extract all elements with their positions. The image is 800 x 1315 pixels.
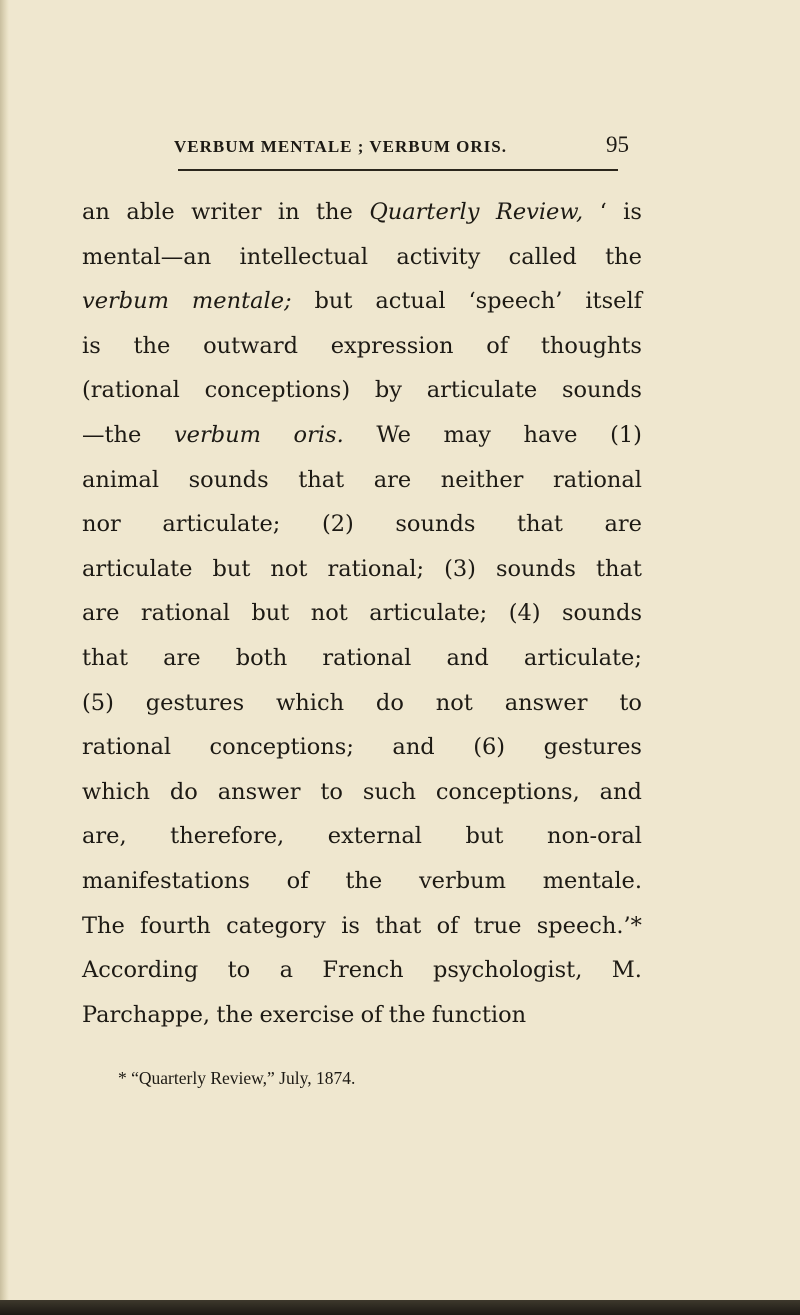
word: that [516, 511, 563, 538]
word: which [82, 778, 151, 805]
word: external [327, 823, 422, 850]
word: animal [82, 466, 160, 493]
word: oris. [293, 421, 344, 448]
word: called [508, 243, 577, 270]
word: to [227, 957, 251, 984]
word: rational; [327, 555, 425, 582]
word: (3) [444, 555, 476, 582]
word: fourth [140, 912, 211, 939]
word: nor [82, 511, 121, 538]
word: not [270, 555, 308, 582]
word: manifestations [82, 867, 250, 894]
word: and [392, 734, 435, 761]
word: are [373, 466, 412, 493]
word: are, [82, 823, 127, 850]
body-text [82, 190, 642, 1037]
word: the [345, 867, 383, 894]
word: both [235, 644, 288, 671]
word: articulate; [162, 511, 281, 538]
word: expression [330, 332, 454, 359]
word: an [82, 199, 110, 225]
word: conceptions, [435, 778, 580, 805]
word: intellectual [239, 243, 369, 270]
page-spine-shadow [0, 0, 9, 1315]
text-line [82, 859, 642, 904]
word: but [314, 288, 353, 315]
text-line [82, 636, 642, 681]
word: a [279, 957, 293, 984]
word: French [322, 957, 404, 984]
text-line [82, 368, 642, 413]
word: conceptions; [209, 734, 354, 761]
text-line [82, 279, 642, 324]
word: articulate [82, 555, 193, 582]
word: therefore, [170, 823, 285, 850]
word: in [277, 199, 300, 225]
word: sounds [561, 377, 642, 404]
text-line [82, 948, 642, 993]
word: do [169, 778, 198, 805]
word: of [486, 332, 509, 359]
word: (rational [82, 377, 180, 404]
word: that [298, 466, 345, 493]
word: that [375, 912, 422, 939]
text-line [82, 770, 642, 815]
word: thoughts [540, 332, 642, 359]
word: the [216, 1001, 254, 1028]
word: but [212, 555, 251, 582]
word: conceptions) [204, 377, 351, 404]
text-line [82, 814, 642, 859]
word: but [465, 823, 504, 850]
word: by [374, 377, 402, 404]
word: neither [440, 466, 524, 493]
word: the [388, 1001, 426, 1028]
text-line [82, 324, 642, 369]
word: articulate; [523, 644, 642, 671]
word: articulate [426, 377, 538, 404]
word: answer [217, 778, 301, 805]
word: psychologist, [432, 957, 583, 984]
word: do [375, 689, 404, 716]
word: (2) [321, 511, 354, 538]
text-line [82, 904, 642, 949]
word: sounds [395, 511, 476, 538]
word: ‘ [599, 199, 607, 225]
word: function [431, 1001, 527, 1028]
word: rational [140, 600, 230, 627]
word: actual [375, 288, 446, 315]
word: and [446, 644, 489, 671]
word: activity [396, 243, 481, 270]
word: Review, [495, 199, 584, 225]
word: are [604, 511, 642, 538]
word: non-oral [546, 823, 642, 850]
word: rational [552, 466, 642, 493]
word: —the [82, 421, 142, 448]
word: are [82, 600, 120, 627]
word: of [360, 1001, 383, 1028]
word: (4) [508, 600, 541, 627]
text-line [82, 681, 642, 726]
word: Quarterly [369, 199, 480, 225]
word: the [133, 332, 171, 359]
word: true [473, 912, 522, 939]
word: We [376, 421, 411, 448]
word: The [82, 912, 125, 939]
word: writer [191, 199, 262, 225]
word: of [436, 912, 459, 939]
header-rule [178, 169, 618, 171]
text-line [82, 190, 642, 235]
word: of [286, 867, 309, 894]
word: not [310, 600, 348, 627]
text-line [82, 725, 642, 770]
word: category [226, 912, 326, 939]
word: verbum [418, 867, 506, 894]
text-line [82, 458, 642, 503]
word: M. [611, 957, 642, 984]
text-line [82, 547, 642, 592]
word: the [316, 199, 353, 225]
word: is [623, 199, 642, 225]
word: gestures [145, 689, 245, 716]
word: articulate; [369, 600, 488, 627]
text-line [82, 235, 642, 280]
running-head: VERBUM MENTALE ; VERBUM ORIS. [174, 137, 507, 156]
word: sounds [188, 466, 269, 493]
word: the [605, 243, 642, 270]
text-line [82, 591, 642, 636]
page-bottom-edge [0, 1300, 800, 1315]
word: mentale; [191, 288, 292, 315]
word: exercise [259, 1001, 355, 1028]
word: but [251, 600, 290, 627]
page-header [174, 132, 629, 158]
word: (5) [82, 689, 114, 716]
word: gestures [543, 734, 642, 761]
word: to [619, 689, 642, 716]
word: rational [82, 734, 172, 761]
text-line [82, 502, 642, 547]
page-number: 95 [606, 132, 629, 157]
word: (1) [610, 421, 642, 448]
word: sounds [495, 555, 576, 582]
word: are [163, 644, 201, 671]
word: able [126, 199, 175, 225]
word: is [341, 912, 360, 939]
word: which [276, 689, 345, 716]
word: verbum [82, 288, 170, 315]
word: outward [203, 332, 298, 359]
word: may [443, 421, 491, 448]
word: that [82, 644, 128, 671]
footnote: * “Quarterly Review,” July, 1874. [118, 1068, 356, 1088]
word: verbum [173, 421, 261, 448]
word: such [362, 778, 416, 805]
word: itself [585, 288, 642, 315]
word: is [82, 332, 101, 359]
word: According [82, 957, 199, 984]
word: Parchappe, [82, 1001, 211, 1028]
word: that [595, 555, 642, 582]
word: ‘speech’ [468, 288, 563, 315]
word: to [320, 778, 343, 805]
word: mental—an [82, 243, 212, 270]
word: (6) [473, 734, 506, 761]
word: answer [504, 689, 588, 716]
word: mentale. [542, 867, 642, 894]
text-line [82, 413, 642, 458]
word: rational [322, 644, 412, 671]
text-line [82, 993, 642, 1038]
word: sounds [561, 600, 642, 627]
word: and [599, 778, 642, 805]
word: have [523, 421, 578, 448]
word: not [435, 689, 473, 716]
word: speech.’* [536, 912, 642, 939]
